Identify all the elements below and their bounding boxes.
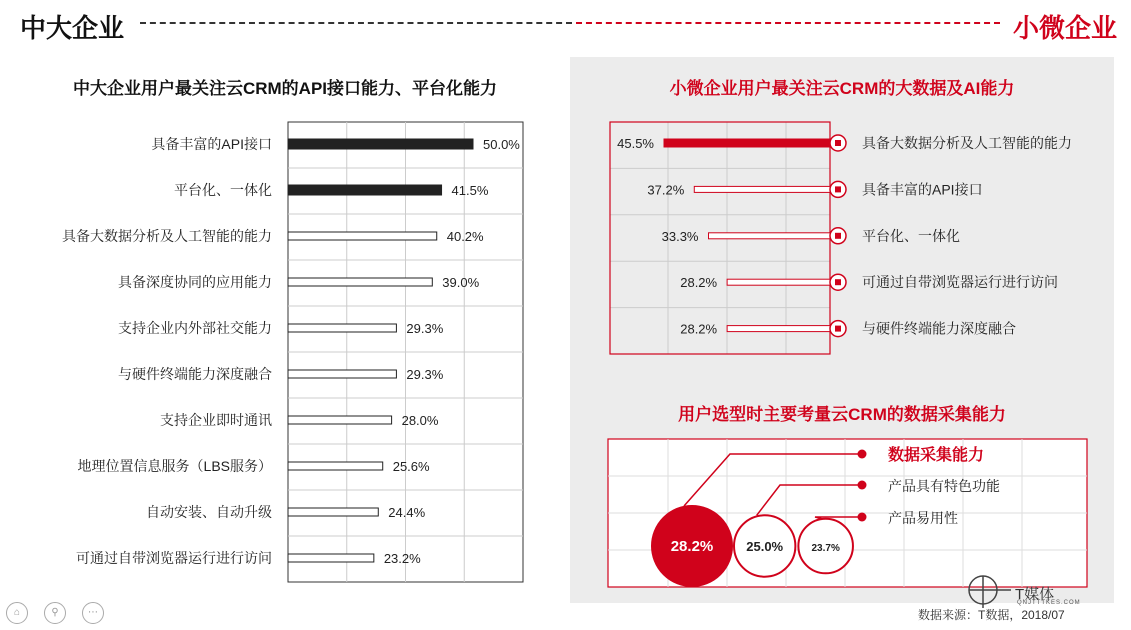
bubble-value-label: 25.0% [746, 539, 784, 554]
category-label: 可通过自带浏览器运行进行访问 [76, 550, 272, 566]
leader-dot [858, 513, 867, 522]
logo-text: T媒体 [1015, 586, 1055, 603]
bubble-value-label: 28.2% [670, 538, 714, 555]
right-chart-title: 小微企业用户最关注云CRM的大数据及AI能力 [669, 79, 1015, 98]
plug-icon-glyph [835, 186, 841, 192]
data-label: 40.2% [446, 229, 484, 244]
bubble-value-label: 23.7% [811, 543, 840, 554]
header-divider-left [140, 22, 572, 24]
bar [288, 278, 432, 286]
bubble-category-label: 数据采集能力 [888, 447, 985, 464]
data-label: 50.0% [483, 137, 520, 152]
data-label: 28.0% [401, 413, 439, 428]
category-label: 具备丰富的API接口 [151, 136, 272, 152]
nav-zoom-button[interactable]: ⚲ [44, 602, 66, 624]
data-label: 25.6% [392, 459, 430, 474]
share-icon-glyph [835, 233, 841, 239]
category-label: 平台化、一体化 [862, 227, 960, 244]
header-divider-right [576, 22, 1000, 24]
category-label: 具备大数据分析及人工智能的能力 [62, 228, 272, 244]
category-label: 具备深度协同的应用能力 [118, 274, 272, 290]
header-left-label: 中大企业 [20, 13, 125, 43]
data-label: 33.3% [661, 228, 699, 244]
bar [727, 326, 830, 332]
leader-dot [858, 481, 867, 490]
bar [288, 416, 392, 424]
data-label: 24.4% [388, 505, 426, 520]
bar [694, 186, 830, 192]
right-bar-chart [570, 110, 1114, 360]
bar [288, 462, 383, 470]
data-label: 29.3% [406, 367, 444, 382]
data-label: 28.2% [680, 321, 718, 337]
data-label: 28.2% [680, 275, 718, 291]
bar [727, 279, 830, 285]
bar [288, 232, 437, 240]
pin-icon-glyph [835, 326, 841, 332]
bubble-chart-title: 用户选型时主要考量云CRM的数据采集能力 [678, 405, 1006, 424]
data-label: 45.5% [617, 136, 654, 151]
bar [288, 370, 396, 378]
browser-icon-glyph [835, 279, 841, 285]
bar [288, 324, 396, 332]
logo-subtext: QNJTTTKES.COM [1017, 600, 1081, 606]
category-label: 地理位置信息服务（LBS服务） [77, 458, 272, 474]
nav-home-button[interactable]: ⌂ [6, 602, 28, 624]
data-source: 数据来源：T数据，2018/07 [918, 608, 1065, 622]
bar [288, 508, 378, 516]
data-label: 41.5% [451, 183, 489, 198]
mail-icon-glyph [835, 140, 841, 146]
bubble-category-label: 产品易用性 [888, 510, 958, 526]
bubble-chart [570, 430, 1114, 600]
bar [664, 139, 830, 147]
category-label: 平台化、一体化 [174, 182, 272, 198]
bar [288, 139, 473, 149]
category-label: 可通过自带浏览器运行进行访问 [862, 274, 1058, 291]
category-label: 自动安装、自动升级 [146, 504, 272, 520]
category-label: 支持企业即时通讯 [160, 412, 272, 428]
category-label: 具备大数据分析及人工智能的能力 [862, 135, 1072, 151]
data-label: 29.3% [406, 321, 444, 336]
nav-more-button[interactable]: ⋯ [82, 602, 104, 624]
bubble-category-label: 产品具有特色功能 [888, 478, 1000, 494]
bar [709, 233, 830, 239]
data-label: 23.2% [383, 551, 421, 566]
category-label: 具备丰富的API接口 [862, 181, 983, 198]
bar [288, 185, 442, 195]
left-bar-chart [0, 110, 570, 590]
header-right-label: 小微企业 [1012, 13, 1117, 43]
leader-dot [858, 450, 867, 459]
data-label: 37.2% [647, 182, 685, 198]
bar [288, 554, 374, 562]
logo-mark-icon [965, 570, 1013, 610]
category-label: 支持企业内外部社交能力 [118, 320, 272, 336]
category-label: 与硬件终端能力深度融合 [862, 320, 1016, 337]
left-chart-title: 中大企业用户最关注云CRM的API接口能力、平台化能力 [72, 79, 498, 98]
category-label: 与硬件终端能力深度融合 [118, 366, 272, 382]
data-label: 39.0% [442, 275, 480, 290]
